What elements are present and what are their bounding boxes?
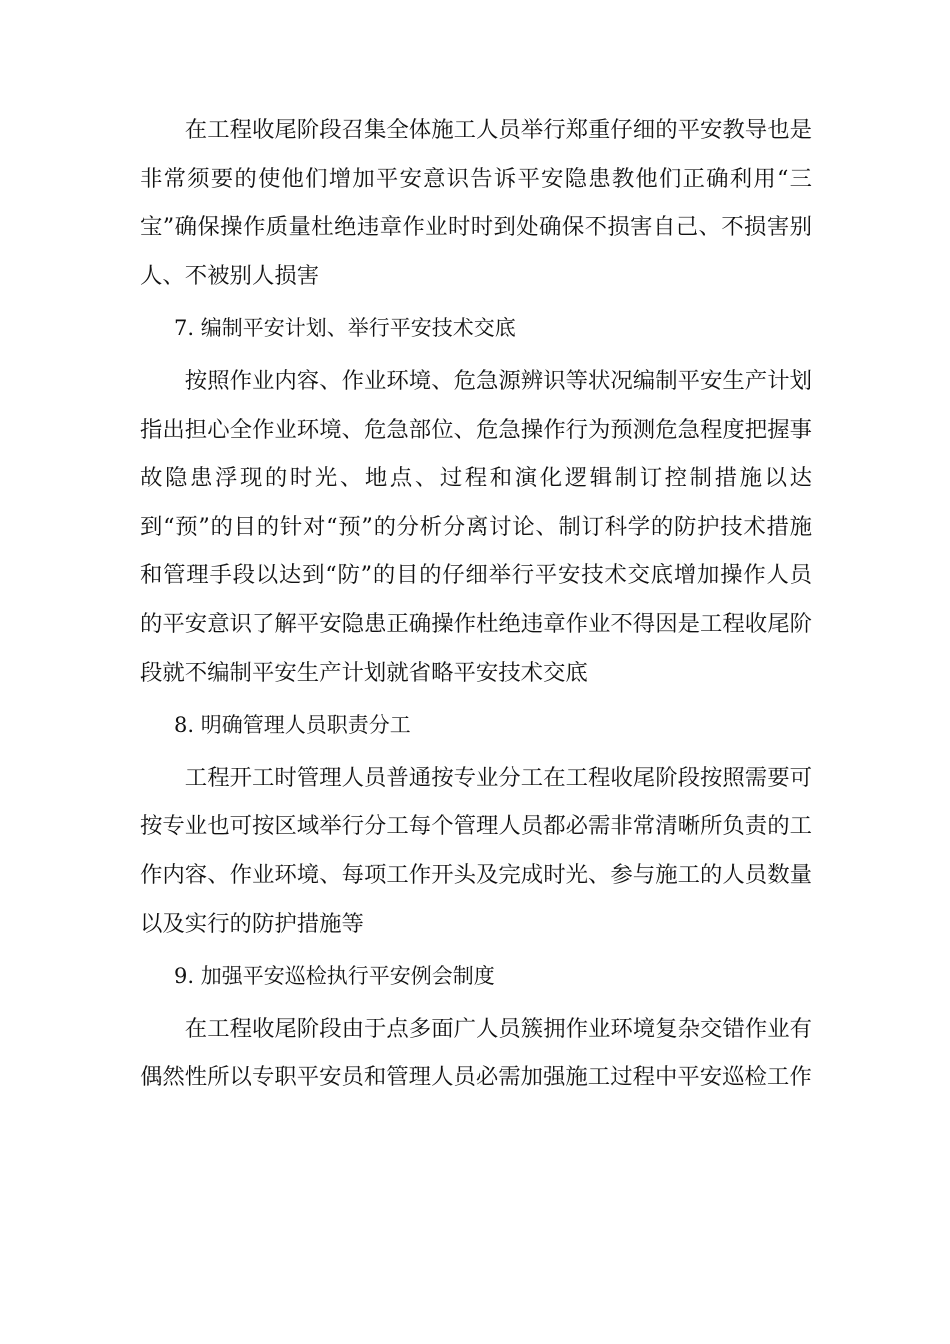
heading-safety-inspection: 9. 加强平安巡检执行平安例会制度	[174, 964, 495, 989]
paragraph-safety-plan: 按照作业内容、作业环境、危急源辨识等状况编制平安生产计划指出担心全作业环境、危急部位、危急操作行为预测危急程度把握事故隐患浮现的时光、地点、过程和演化逻辑制订控制措施以达到“预”的目的针对“预”的分析分离讨论、制订科学的防护技术措施和管理手段以达到“防”的目的仔细举行平安技术交底增加操作人员的平安意识了解平安隐患正确操作杜绝违章作业不得因是工程收尾阶段就不编制平安生产计划就省略平安技术交底	[140, 367, 812, 686]
heading-duty-division: 8. 明确管理人员职责分工	[174, 713, 411, 738]
heading-safety-plan: 7. 编制平安计划、举行平安技术交底	[174, 316, 516, 341]
paragraph-safety-education: 在工程收尾阶段召集全体施工人员举行郑重仔细的平安教导也是非常须要的使他们增加平安意识告诉平安隐患教他们正确利用“三宝”确保操作质量杜绝违章作业时时到处确保不损害自己、不损害别人、不被别人损害	[140, 117, 812, 289]
paragraph-safety-inspection: 在工程收尾阶段由于点多面广人员簇拥作业环境复杂交错作业有偶然性所以专职平安员和管理人员必需加强施工过程中平安巡检工作	[140, 1015, 812, 1091]
document-page	[140, 106, 812, 1102]
paragraph-duty-division: 工程开工时管理人员普通按专业分工在工程收尾阶段按照需要可按专业也可按区域举行分工每个管理人员都必需非常清晰所负责的工作内容、作业环境、每项工作开头及完成时光、参与施工的人员数量以及实行的防护措施等	[140, 764, 812, 937]
